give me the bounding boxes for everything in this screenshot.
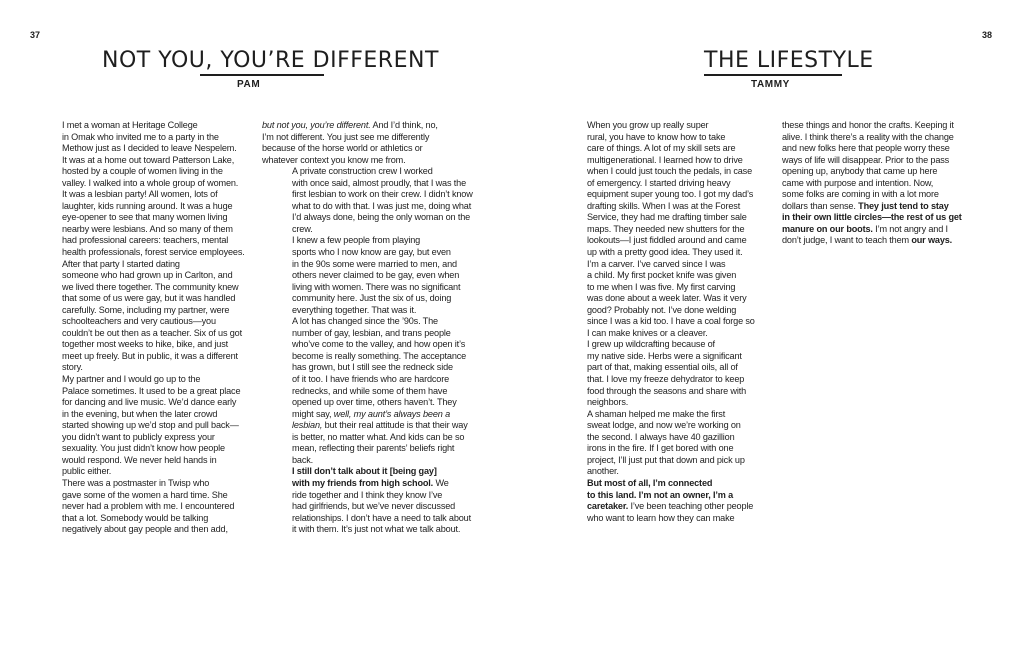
text-line: lookouts—I just fiddled around and came (587, 235, 747, 246)
text-line: carefully. Some, including my partner, were (62, 304, 230, 315)
text-line: community here. Just the six of us, doing (292, 293, 452, 304)
paragraph (557, 259, 767, 340)
text-line: A private construction crew I worked (292, 166, 433, 177)
text-line: negatively about gay people and then add, (62, 524, 228, 535)
text-line: together most weeks to hike, bike, and just (62, 339, 229, 350)
author-name-left: PAM (237, 79, 261, 90)
text-line: in their own little circles—the rest of us get (782, 212, 962, 223)
text-line: After that party I started dating (62, 258, 180, 269)
paragraph (32, 478, 242, 536)
text-line: multigenerational. I learned how to drive (587, 154, 743, 165)
text-line: because of the horse world or athletics or (262, 143, 423, 154)
text-column (557, 120, 767, 524)
paragraph (262, 466, 472, 535)
page-number-right: 38 (982, 30, 993, 40)
text-line: whatever context you know me from. (262, 154, 406, 165)
text-line: I’m not different. You just see me differently (262, 131, 430, 142)
text-column (782, 120, 992, 247)
paragraph (557, 120, 767, 259)
text-line: opening up, anybody that came up here (782, 166, 938, 177)
text-line: story. (62, 362, 83, 373)
text-line: and new folks here that people worry these (782, 143, 950, 154)
text-column (262, 120, 472, 536)
text-line: some folks are coming in with a lot more (782, 189, 939, 200)
text-line: public either. (62, 466, 112, 477)
text-line: mean, reflecting their parents’ beliefs right (292, 443, 455, 454)
text-line: never had a problem with me. I encountered (62, 501, 235, 512)
text-line: ways of life will disappear. Prior to the pass (782, 154, 950, 165)
paragraph (262, 166, 472, 235)
text-line: might say, well, my aunt’s always been a (292, 408, 450, 419)
text-line: living with women. There was no significant (292, 281, 461, 292)
text-line: care of things. A lot of my skill sets are (587, 143, 736, 154)
text-line: A shaman helped me make the first (587, 408, 726, 419)
text-line: crew. (292, 223, 313, 234)
text-line: sweat lodge, and now we’re working on (587, 420, 741, 431)
text-line: you didn’t want to publicly express your (62, 431, 215, 442)
text-line: in the evening, but when the later crowd (62, 408, 218, 419)
paragraph (262, 235, 472, 316)
text-line: rednecks, and while some of them have (292, 385, 448, 396)
text-line: these things and honor the crafts. Keeping it (782, 120, 954, 130)
text-line: of it too. I have friends who are hardcore (292, 374, 450, 385)
text-line: eye-opener to see that many women living (62, 212, 228, 223)
paragraph (32, 374, 242, 478)
text-line: up with a pretty good idea. They used it. (587, 247, 743, 258)
paragraph (557, 409, 767, 478)
text-line: since I was a kid too. I have a coal forge so (587, 316, 755, 327)
text-line: had professional careers: teachers, mental (62, 235, 229, 246)
page-number-left: 37 (30, 30, 41, 40)
text-line: alive. I think there’s a reality with the change (782, 131, 954, 142)
text-line: food through the seasons and share with (587, 385, 747, 396)
text-line: it with them. It’s just not what we talk about. (292, 524, 461, 535)
text-line: that a lot. Somebody would be talking (62, 512, 209, 523)
text-line: a child. My first pocket knife was given (587, 270, 737, 281)
text-line: schoolteachers and very cautious—you (62, 316, 216, 327)
text-line: had girlfriends, but we’ve never discussed (292, 501, 456, 512)
text-line: was done about a week later. Was it very (587, 293, 747, 304)
text-line: couldn’t be out then as a teacher. Six of us got (62, 327, 242, 338)
title-underline-left (200, 74, 324, 76)
text-line: project, I’ll just put that down and pick up (587, 454, 745, 465)
text-line: It was a lesbian party! All women, lots of (62, 189, 218, 200)
text-line: nearby were lesbians. And so many of them (62, 223, 233, 234)
text-line: has grown, but I still see the redneck side (292, 362, 453, 373)
text-line: with my friends from high school. We (292, 477, 449, 488)
text-line: It was at a home out toward Patterson Lake, (62, 154, 235, 165)
text-line: with once said, almost proudly, that I was the (292, 177, 466, 188)
text-line: I grew up wildcrafting because of (587, 339, 715, 350)
text-line: maps. They needed new shutters for the (587, 223, 745, 234)
text-line: first lesbian to work on their crew. I didn’t know (292, 189, 473, 200)
paragraph (262, 316, 472, 466)
paragraph (262, 120, 472, 166)
text-line: manure on our boots. I’m not angry and I (782, 223, 948, 234)
text-line: the second. I always have 40 gazillion (587, 431, 735, 442)
text-line: I can make knives or a cleaver. (587, 327, 708, 338)
text-line: part of that, making essential oils, all of (587, 362, 738, 373)
article-title-left: NOT YOU, YOU’RE DIFFERENT (102, 48, 439, 73)
text-line: health professionals, forest service employees. (62, 247, 245, 258)
text-line: good? Probably not. I’ve done welding (587, 304, 737, 315)
text-line: we lived there together. The community knew (62, 281, 239, 292)
text-line: I’m a carver. I’ve carved since I was (587, 258, 726, 269)
paragraph (782, 120, 992, 247)
text-line: came with purpose and intention. Now, (782, 177, 934, 188)
text-line: When you grow up really super (587, 120, 709, 130)
paragraph (32, 120, 245, 259)
text-line: I met a woman at Heritage College (62, 120, 198, 130)
text-line: would respond. We never held hands in (62, 454, 217, 465)
text-line: dollars than sense. They just tend to stay (782, 200, 949, 211)
text-line: caretaker. I’ve been teaching other people (587, 501, 754, 512)
text-line: A lot has changed since the ’90s. The (292, 316, 438, 327)
text-line: I still don’t talk about it [being gay] (292, 466, 437, 477)
text-line: equipment super young too. I got my dad’s (587, 189, 754, 200)
paragraph (32, 259, 242, 374)
text-line: don’t judge, I want to teach them our ways. (782, 235, 953, 246)
title-underline-right (704, 74, 842, 76)
text-line: Service, they had me drafting timber sale (587, 212, 747, 223)
text-line: rural, you have to know how to take (587, 131, 726, 142)
text-line: relationships. I don’t have a need to talk about (292, 512, 471, 523)
text-line: There was a postmaster in Twisp who (62, 477, 210, 488)
text-line: others never claimed to be gay, even when (292, 270, 460, 281)
text-line: sports who I now know are gay, but even (292, 247, 451, 258)
text-line: when I could just touch the pedals, in case (587, 166, 753, 177)
text-line: My partner and I would go up to the (62, 374, 201, 385)
text-line: of emergency. I started driving heavy (587, 177, 731, 188)
text-line: become is really something. The acceptance (292, 350, 467, 361)
text-line: started showing up we’d stop and pull back— (62, 420, 239, 431)
text-line: what to do with that. I was just me, doing what (292, 200, 472, 211)
text-line: someone who had grown up in Carlton, and (62, 270, 233, 281)
text-line: that some of us were gay, but it was handled (62, 293, 236, 304)
paragraph (557, 478, 767, 524)
text-line: gave some of the women a hard time. She (62, 489, 228, 500)
text-column (32, 120, 245, 536)
article-title-right: THE LIFESTYLE (704, 48, 874, 73)
text-line: Palace sometimes. It used to be a great place (62, 385, 241, 396)
text-line: I knew a few people from playing (292, 235, 421, 246)
text-line: irons in the fire. If I get bored with one (587, 443, 734, 454)
text-line: that. I love my freeze dehydrator to keep (587, 374, 745, 385)
text-line: who’ve come to the valley, and how open it’s (292, 339, 466, 350)
text-line: another. (587, 466, 619, 477)
text-line: to this land. I’m not an owner, I’m a (587, 489, 734, 500)
text-line: ride together and I think they know I’ve (292, 489, 443, 500)
text-line: valley. I walked into a whole group of women. (62, 177, 239, 188)
text-line: drafting skills. When I was at the Forest (587, 200, 741, 211)
text-line: laughter, kids running around. It was a huge (62, 200, 233, 211)
author-name-right: TAMMY (751, 79, 790, 90)
text-line: sexuality. You just didn’t know how people (62, 443, 225, 454)
text-line: hosted by a couple of women living in the (62, 166, 223, 177)
text-line: in the 90s some were married to men, and (292, 258, 457, 269)
text-line: I’d always done, being the only woman on the (292, 212, 471, 223)
text-line: to me when I was five. My first carving (587, 281, 736, 292)
text-line: is better, no matter what. And kids can be so (292, 431, 465, 442)
text-line: lesbian, but their real attitude is that their way (292, 420, 468, 431)
text-line: neighbors. (587, 397, 629, 408)
text-line: in Omak who invited me to a party in the (62, 131, 219, 142)
text-line: who want to learn how they can make (587, 512, 735, 523)
text-line: meet up freely. But in public, it was a different (62, 350, 238, 361)
text-line: but not you, you’re different. And I’d think, no, (262, 120, 438, 130)
text-line: my native side. Herbs were a significant (587, 350, 742, 361)
text-line: for dancing and live music. We’d dance early (62, 397, 237, 408)
text-line: Methow just as I decided to leave Nespelem. (62, 143, 237, 154)
text-line: number of gay, lesbian, and trans people (292, 327, 451, 338)
text-line: opened up over time, others haven’t. They (292, 397, 457, 408)
text-line: everything together. That was it. (292, 304, 417, 315)
text-line: back. (292, 454, 314, 465)
paragraph (557, 339, 767, 408)
text-line: But most of all, I’m connected (587, 477, 713, 488)
